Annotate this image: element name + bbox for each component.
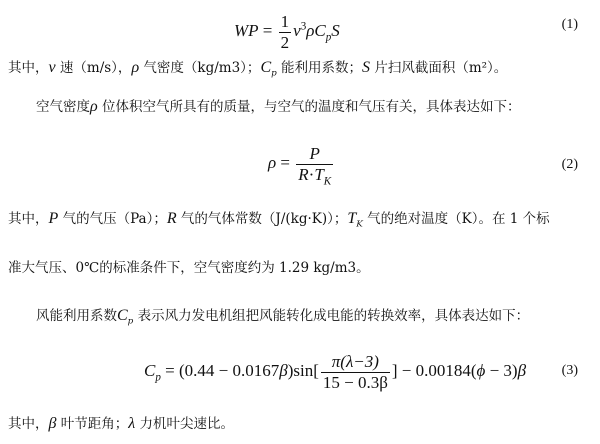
line1-v: v	[48, 59, 56, 76]
eq3-C-sub: p	[155, 371, 161, 384]
eq2-den-T: T	[314, 164, 324, 184]
line4-text: 准大气压、0℃的标准条件下，空气密度约为 1.29 kg/m3。	[8, 260, 370, 276]
eq3-part4: − 3)	[485, 360, 518, 380]
eq3-num: π(λ−3)	[331, 352, 379, 371]
eq1-rho: ρ	[306, 20, 315, 40]
paragraph-line-3	[8, 210, 550, 230]
paragraph-line-6	[8, 416, 234, 432]
line6-t2: 力机叶尖速比。	[135, 416, 234, 432]
eq3-part2: )sin[	[287, 360, 319, 380]
paragraph-line-4	[8, 262, 370, 276]
line5-t1: 风能利用系数	[36, 308, 117, 324]
line3-T-sub: K	[356, 219, 363, 230]
eq3-beta1: β	[279, 360, 288, 380]
eq3-den: 15 − 0.3β	[322, 372, 388, 392]
line3-t3: 气的绝对温度（K）。在 1 个标	[362, 211, 550, 227]
eq3-part3: ] − 0.00184(	[391, 360, 477, 380]
line5-C: C	[117, 307, 128, 324]
line3-R: R	[166, 210, 177, 227]
equation-1	[0, 6, 600, 50]
line1-prefix: 其中，	[8, 60, 49, 76]
line6-beta: β	[48, 415, 57, 432]
line3-t2: 气的气体常数（J/(kg·K)）；	[176, 211, 348, 227]
eq3-C: C	[144, 360, 156, 380]
line1-C-sub: p	[271, 68, 277, 79]
eq3-beta2: β	[517, 360, 527, 380]
paragraph-line-1	[8, 59, 508, 79]
eq1-v: v	[293, 20, 301, 40]
eq2-den-dot: ·	[308, 164, 315, 184]
paragraph-line-5	[36, 307, 530, 327]
line1-C: C	[260, 59, 272, 76]
equation-2-body	[268, 144, 335, 187]
line6-lambda: λ	[128, 415, 136, 432]
eq1-C: C	[314, 20, 326, 40]
equation-2	[0, 142, 600, 192]
eq2-den	[296, 164, 333, 185]
line3-prefix: 其中，	[8, 211, 49, 227]
eq2-equals: =	[280, 152, 291, 172]
eq3-fraction	[321, 352, 390, 392]
eq1-frac-num: 1	[280, 12, 290, 31]
line2-rho: ρ	[90, 98, 98, 115]
equation-3	[0, 350, 600, 394]
eq2-den-R: R	[298, 164, 309, 184]
eq2-number: (2)	[561, 157, 578, 172]
line6-prefix: 其中，	[8, 416, 49, 432]
eq1-frac-den: 2	[280, 32, 290, 52]
eq3-part1: = (0.44 − 0.0167	[160, 360, 280, 380]
line1-t2: 气密度（kg/m3）；	[139, 60, 261, 76]
line1-t3: 能利用系数；	[276, 60, 363, 76]
line1-rho: ρ	[131, 59, 140, 76]
eq3-phi: ϕ	[476, 360, 486, 380]
eq1-fraction	[279, 12, 292, 52]
eq1-S: S	[331, 20, 340, 40]
eq1-v-exp: 3	[300, 20, 307, 33]
line3-T: T	[347, 210, 357, 227]
paragraph-line-2	[36, 99, 520, 115]
line3-P: P	[48, 210, 59, 227]
eq1-C-sub: p	[325, 31, 332, 44]
eq2-num: P	[309, 144, 320, 163]
line1-t1: 速（m/s），	[55, 60, 132, 76]
equation-3-body	[144, 352, 526, 392]
line1-S: S	[362, 59, 371, 76]
line6-t1: 叶节距角；	[56, 416, 129, 432]
line1-t4: 片扫风截面积（m²）。	[370, 60, 508, 76]
eq3-number: (3)	[561, 363, 578, 378]
eq1-equals: =	[262, 20, 273, 40]
line5-t2: 表示风力发电机组把风能转化成电能的转换效率，具体表达如下：	[133, 308, 530, 324]
line5-C-sub: p	[127, 316, 134, 327]
eq1-number: (1)	[561, 17, 578, 32]
equation-1-body	[234, 12, 340, 52]
line3-t1: 气的气压（Pa）；	[58, 211, 167, 227]
line2-t2: 位体积空气所具有的质量，与空气的温度和气压有关，具体表达如下：	[97, 99, 521, 115]
eq2-fraction	[296, 144, 333, 187]
eq1-lhs: WP	[234, 20, 259, 40]
line2-t1: 空气密度	[36, 99, 90, 115]
eq2-den-T-sub: K	[323, 174, 332, 187]
eq2-lhs: ρ	[268, 152, 277, 172]
